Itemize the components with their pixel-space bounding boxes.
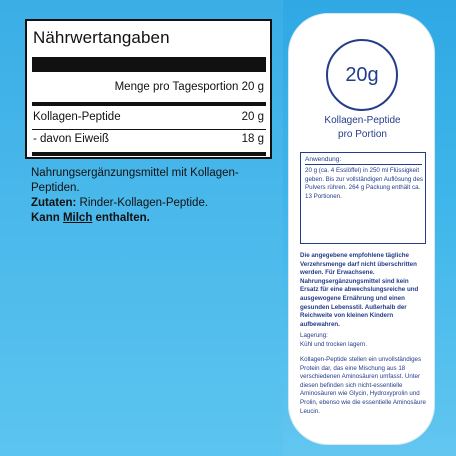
serving-header: Menge pro Tagesportion 20 g [114,81,264,93]
allergen-before: Kann [31,212,63,224]
storage-title: Lagerung: [300,332,328,339]
nutrition-label [25,19,272,159]
description [31,166,271,226]
info-text: Kollagen-Peptide stellen ein unvollständiges Protein dar, das eine Mischung aus 18 verschiedenen Aminosäuren umfasst. Unter diesen befinden sich nicht-essentielle Aminosäuren wie Glycin, Hydroxyprolin und Prolin, ebenso wie die essentielle Aminosäure Leucin. [300,356,426,415]
divider-thick [32,102,266,106]
header-bar [32,57,266,72]
divider-thin [32,129,266,130]
description-line: Nahrungsergänzungsmittel mit Kollagen-Peptiden. [31,167,239,194]
row-label-protein: - davon Eiweiß [33,133,110,145]
ingredients-value: Rinder-Kollagen-Peptide. [76,197,209,209]
usage-title: Anwendung: [305,156,342,163]
allergen-after: enthalten. [92,212,150,224]
row-label-collagen: Kollagen-Peptide [33,111,121,123]
amount-badge: 20g [326,39,398,111]
row-value-collagen: 20 g [241,111,264,123]
allergen-word: Milch [62,212,93,224]
storage-block [300,332,426,349]
portion-label [289,114,436,142]
usage-divider [305,164,422,165]
portion-line-2: pro Portion [338,129,387,140]
warning-text: Die angegebene empfohlene tägliche Verzehrsmenge darf nicht überschritten werden. Für Erwachsene. Nahrungsergänzungsmittel sind kein Ersatz für eine abwechslungsreiche und ausgewogene Ernährung und einen gesunden Lebensstil. Außerhalb der Reichweite von kleinen Kindern aufbewahren. [300,252,419,328]
usage-box [300,152,426,244]
divider-bottom [32,152,266,156]
usage-text: 20 g (ca. 4 Esslöffel) in 250 ml Flüssigkeit geben. Bis zur vollständigen Auflösung des Pulvers rühren. 264 g Packung enthält ca. 13 Portionen. [305,167,423,200]
allergen-line [31,211,271,226]
nutrition-title: Nährwertangaben [33,28,170,47]
info-card [288,13,435,445]
ingredients-line [31,196,271,211]
portion-line-1: Kollagen-Peptide [324,115,401,126]
row-value-protein: 18 g [241,133,264,145]
storage-text: Kühl und trocken lagern. [300,340,368,348]
ingredients-label: Zutaten: [31,197,77,209]
